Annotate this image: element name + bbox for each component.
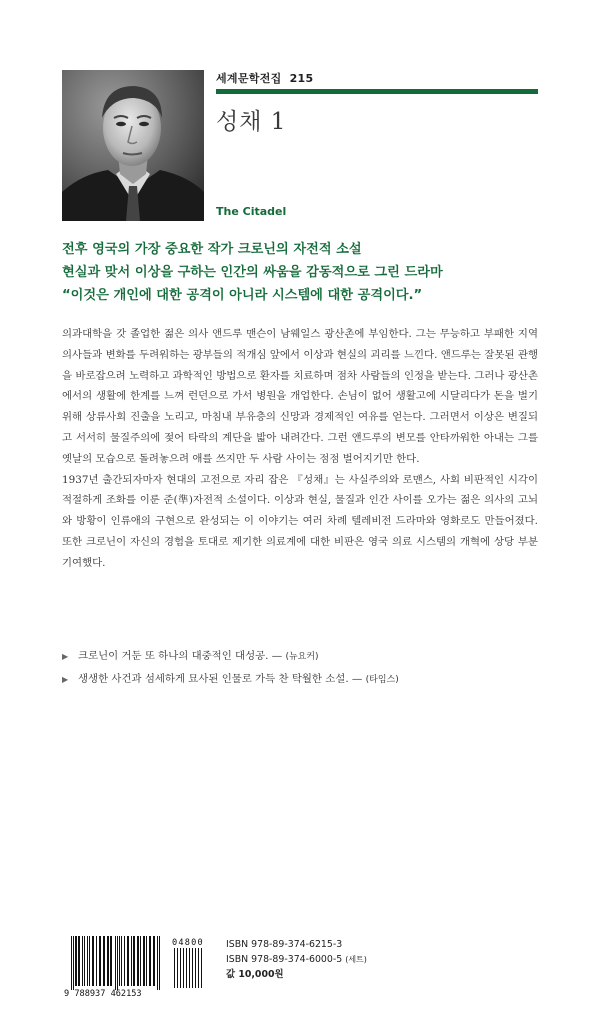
review-quotes [62,645,538,691]
review-quote [62,645,538,668]
price: 값 10,000원 [226,969,284,980]
isbn-info [226,937,367,982]
barcode-digits: 9 788937 462153 [64,989,142,998]
synopsis-paragraph: 1937년 출간되자마자 현대의 고전으로 자리 잡은 『성채』는 사실주의와 로맨스, 사회 비판적인 시각이 적절하게 조화를 이룬 준(準)자전적 소설이다. 이상과 현실, 물질과 인간 사이를 오가는 젊은 의사의 고뇌와 방황이 인류애의 구현으로 완성되는 이 이야기는 여러 차례 텔레비전 드라마와 영화로도 만들어졌다. 또한 크로닌이 자신의 경험을 토대로 제기한 의료계에 대한 비판은 영국 의료 시스템의 개혁에 상당 부분 기여했다. [62,473,538,569]
headline: 현실과 맞서 이상을 구하는 인간의 싸움을 감동적으로 그린 드라마 [62,265,443,280]
accent-bar [216,89,538,94]
headline-block [62,238,538,307]
headline: 전후 영국의 가장 중요한 작가 크로닌의 자전적 소설 [62,242,362,257]
triangle-bullet-icon: ▶ [62,675,69,684]
barcode-addon-digits: 04800 [172,938,204,948]
synopsis [62,324,538,574]
original-title: The Citadel [216,205,287,218]
barcode [62,936,216,998]
triangle-bullet-icon: ▶ [62,652,69,661]
quote-source: (타임스) [365,675,399,685]
series-name: 세계문학전집 [216,72,282,85]
quote-text: 크로닌이 거둔 또 하나의 대중적인 대성공. — [78,650,286,662]
series-label [216,70,313,86]
isbn-set-line [226,952,367,967]
barcode-addon-bars [174,948,202,988]
review-quote [62,668,538,691]
isbn-line: ISBN 978-89-374-6215-3 [226,939,343,950]
isbn-set-note: (세트) [345,955,367,964]
author-portrait [62,70,204,221]
series-number: 215 [289,72,314,85]
book-title: 성채 1 [216,109,287,135]
synopsis-paragraph: 의과대학을 갓 졸업한 젊은 의사 앤드루 맨슨이 남웨일스 광산촌에 부임한다. 그는 무능하고 부패한 지역 의사들과 변화를 두려워하는 광부들의 적개심 앞에서 이상과 현실의 괴리를 느낀다. 앤드루는 잘못된 관행을 바로잡으려 노력하고 과학적인 방법으로 환자를 치료하며 점차 사람들의 인정을 받는다. 그러나 광산촌에서의 생활에 한계를 느껴 런던으로 가서 병원을 개업한다. 손님이 없어 생활고에 시달리다가 돈을 벌기 위해 상류사회 진출을 노리고, 마침내 부유층의 신망과 경제적인 여유를 얻는다. 그러면서 이상은 변질되고 서서히 물질주의에 젖어 타락의 계단을 밟아 내려간다. 그런 앤드루의 변모를 안타까워한 아내는 그를 옛날의 모습으로 돌려놓으려 애를 쓰지만 두 사람 사이는 점점 벌어지기만 한다. [62,328,538,465]
quote-text: 생생한 사건과 섬세하게 묘사된 인물로 가득 찬 탁월한 소설. — [78,673,366,685]
quote-source: (뉴요커) [285,652,319,662]
barcode-bars [71,936,160,990]
isbn-set-number: ISBN 978-89-374-6000-5 [226,954,343,965]
headline: “이것은 개인에 대한 공격이 아니라 시스템에 대한 공격이다.” [62,288,423,303]
